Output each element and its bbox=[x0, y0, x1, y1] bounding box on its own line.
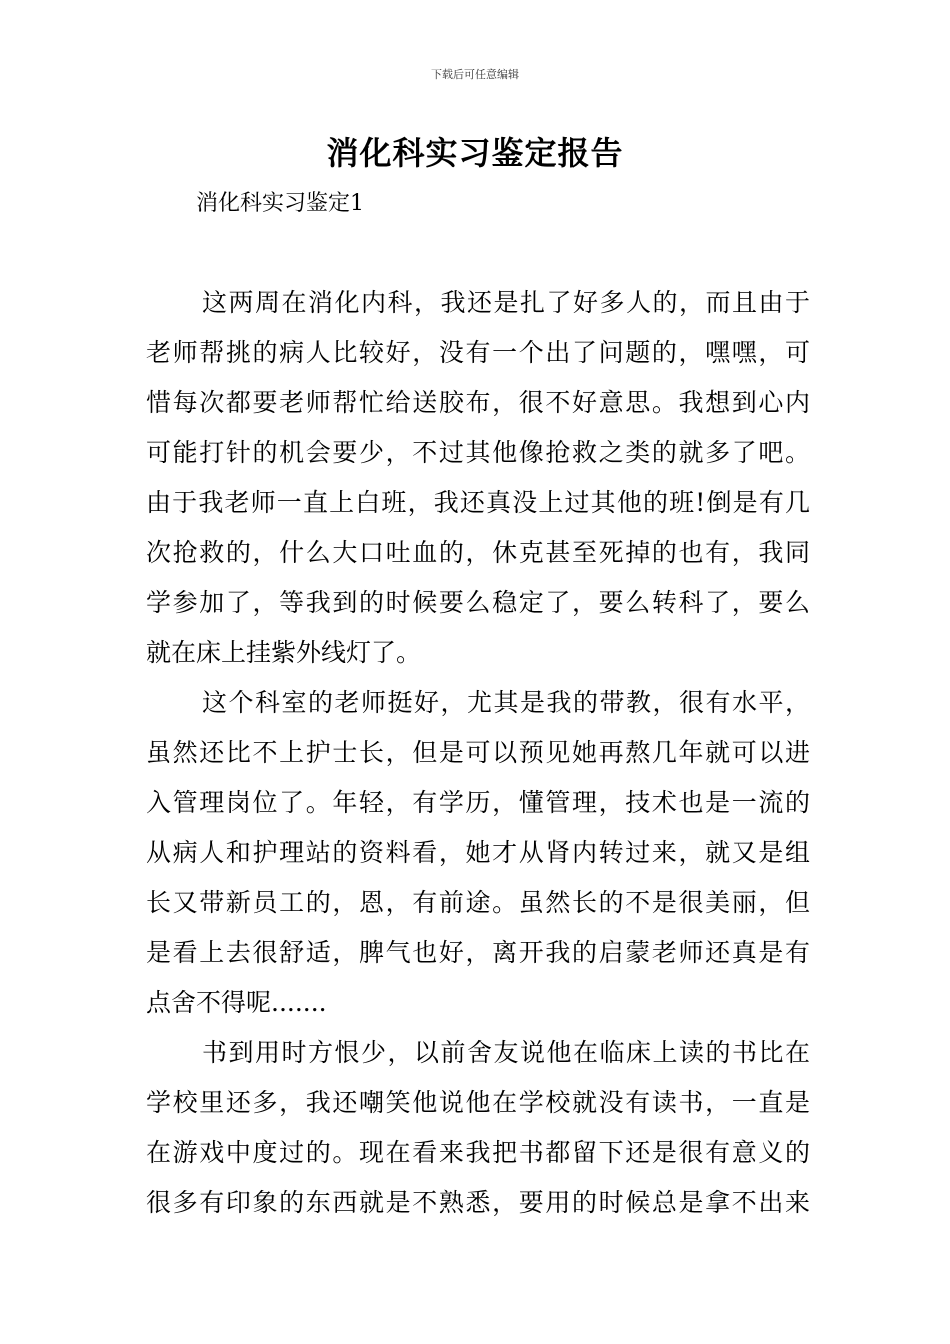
section-subtitle: 消化科实习鉴定1 bbox=[196, 191, 364, 216]
text-line: 次抢救的，什么大口吐血的，休克甚至死掉的也有，我同 bbox=[146, 538, 810, 567]
text-line: 这个科室的老师挺好，尤其是我的带教，很有水平， bbox=[202, 688, 810, 717]
text-line: 可能打针的机会要少，不过其他像抢救之类的就多了吧。 bbox=[146, 438, 810, 467]
document-body bbox=[146, 278, 810, 1228]
text-line: 长又带新员工的，恩，有前途。虽然长的不是很美丽，但 bbox=[146, 888, 810, 917]
text-line: 很多有印象的东西就是不熟悉，要用的时候总是拿不出来 bbox=[146, 1188, 810, 1217]
text-line: 在游戏中度过的。现在看来我把书都留下还是很有意义的 bbox=[146, 1138, 810, 1167]
text-line: 惜每次都要老师帮忙给送胶布，很不好意思。我想到心内 bbox=[146, 388, 810, 417]
text-line: 就在床上挂紫外线灯了。 bbox=[146, 638, 422, 667]
text-line: 入管理岗位了。年轻，有学历，懂管理，技术也是一流的 bbox=[146, 788, 810, 817]
text-line: 虽然还比不上护士长，但是可以预见她再熬几年就可以进 bbox=[146, 738, 810, 767]
text-line: 学校里还多，我还嘲笑他说他在学校就没有读书，一直是 bbox=[146, 1088, 810, 1117]
text-line: 这两周在消化内科，我还是扎了好多人的，而且由于 bbox=[202, 288, 810, 317]
text-line: 是看上去很舒适，脾气也好，离开我的启蒙老师还真是有 bbox=[146, 938, 810, 967]
text-line: 从病人和护理站的资料看，她才从肾内转过来，就又是组 bbox=[146, 838, 810, 867]
text-line: 点舍不得呢....... bbox=[146, 988, 327, 1017]
paragraph-1 bbox=[146, 278, 810, 678]
header-note: 下载后可任意编辑 bbox=[431, 68, 519, 81]
paragraph-2 bbox=[146, 678, 810, 1028]
text-line: 老师帮挑的病人比较好，没有一个出了问题的，嘿嘿，可 bbox=[146, 338, 810, 367]
text-line: 由于我老师一直上白班，我还真没上过其他的班!倒是有几 bbox=[146, 488, 810, 517]
text-line: 学参加了，等我到的时候要么稳定了，要么转科了，要么 bbox=[146, 588, 810, 617]
paragraph-3 bbox=[146, 1028, 810, 1228]
document-title: 消化科实习鉴定报告 bbox=[326, 134, 624, 172]
text-line: 书到用时方恨少，以前舍友说他在临床上读的书比在 bbox=[202, 1038, 810, 1067]
